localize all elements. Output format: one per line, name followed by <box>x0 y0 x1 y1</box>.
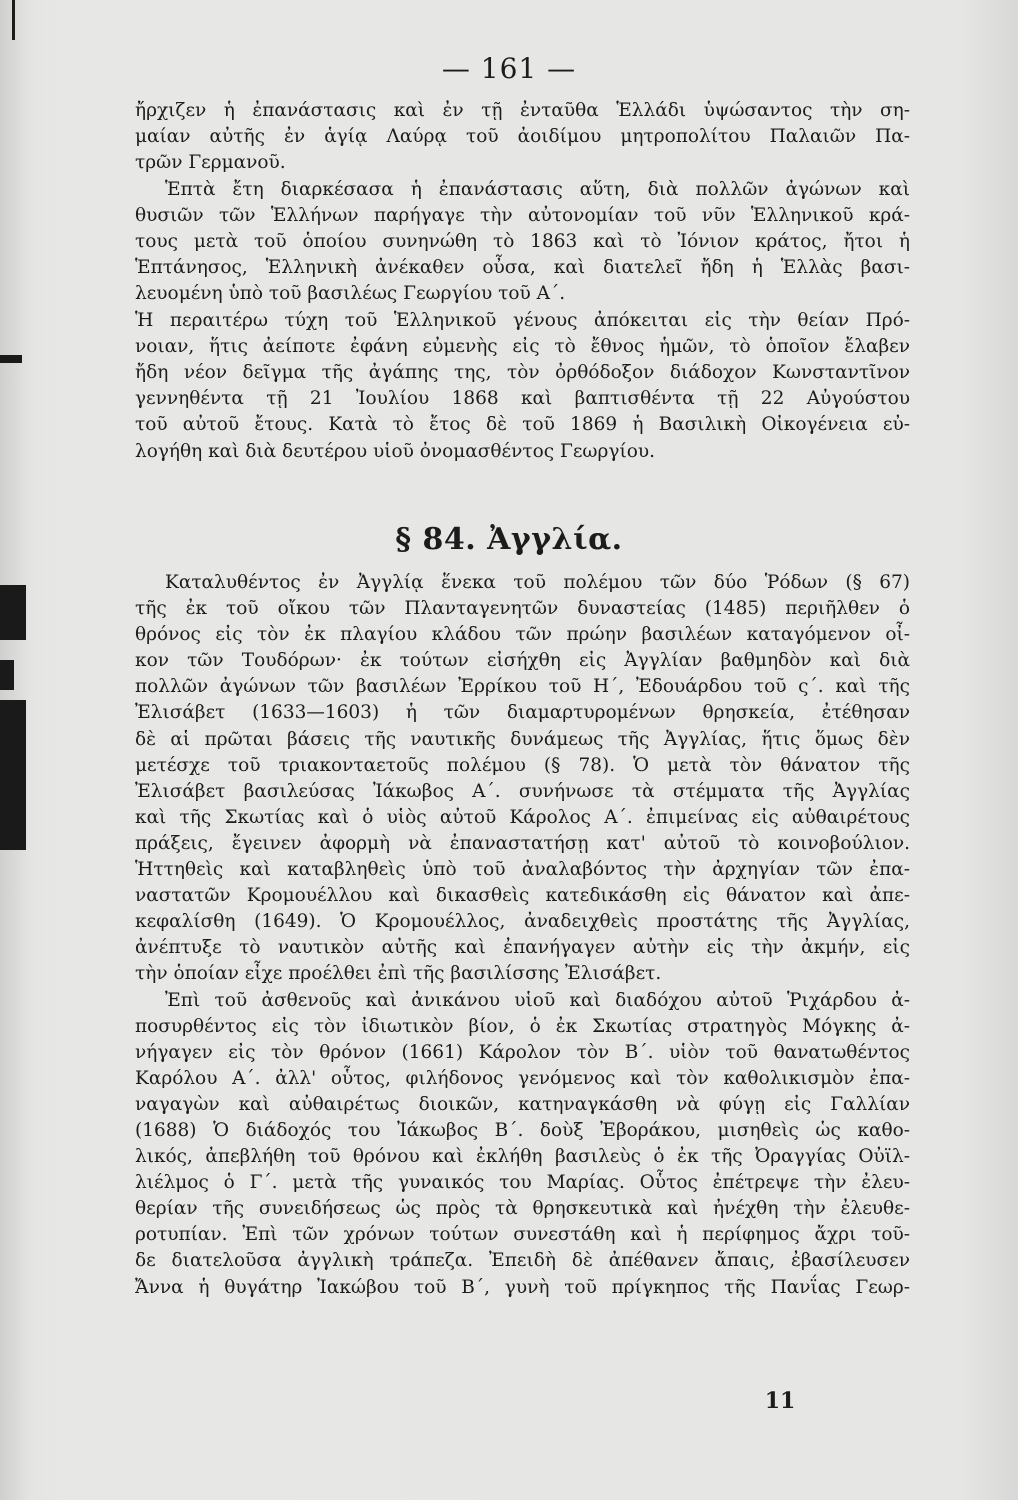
text-line: θερίαν τῆς συνειδήσεως ὡς πρὸς τὰ θρησκευτικὰ καὶ ἠνέχθη τὴν ἐλευθε- <box>135 1198 910 1220</box>
text-line: ποσυρθέντος εἰς τὸν ἰδιωτικὸν βίον, ὁ ἐκ Σκωτίας στρατηγὸς Μόγκης ἀ- <box>135 1015 910 1037</box>
text-line: Ἐπὶ τοῦ ἀσθενοῦς καὶ ἀνικάνου υἱοῦ καὶ διαδόχου αὐτοῦ Ῥιχάρδου ἀ- <box>165 989 910 1011</box>
text-line: λιέλμος ὁ Γ΄. μετὰ τῆς γυναικός του Μαρίας. Οὗτος ἐπέτρεψε τὴν ἐλευ- <box>135 1172 910 1194</box>
text-line: κον τῶν Τουδόρων· ἐκ τούτων εἰσήχθη εἰς Ἀγγλίαν βαθμηδὸν καὶ διὰ <box>135 650 910 672</box>
text-line: Ἑπτάνησος, Ἑλληνικὴ ἀνέκαθεν οὖσα, καὶ διατελεῖ ἤδη ἡ Ἑλλὰς βασι- <box>135 257 910 279</box>
text-line: (1688) Ὁ διάδοχός του Ἰάκωβος Β΄. δοὺξ Ἐβοράκου, μισηθεὶς ὡς καθο- <box>135 1119 910 1141</box>
text-line: δε διατελοῦσα ἀγγλικὴ τράπεζα. Ἐπειδὴ δὲ ἀπέθανεν ἄπαις, ἐβασίλευσεν <box>135 1250 910 1272</box>
text-line: θρόνος εἰς τὸν ἐκ πλαγίου κλάδου τῶν πρώην βασιλέων καταγόμενον οἶ- <box>135 624 910 646</box>
text-line: λικός, ἀπεβλήθη τοῦ θρόνου καὶ ἐκλήθη βασιλεὺς ὁ ἐκ τῆς Ὀραγγίας Οὐϊλ- <box>135 1146 910 1168</box>
text-line: ἤρχιζεν ἡ ἐπανάστασις καὶ ἐν τῇ ἐνταῦθα Ἑλλάδι ὑψώσαντος τὴν ση- <box>135 100 910 121</box>
text-line: νήγαγεν εἰς τὸν θρόνον (1661) Κάρολον τὸν Β΄. υἱὸν τοῦ θανατωθέντος <box>135 1041 910 1063</box>
binding-mark <box>0 585 26 640</box>
text-line: ἤδη νέον δεῖγμα τῆς ἀγάπης της, τὸν ὀρθόδοξον διάδοχον Κωνσταντῖνον <box>135 362 910 384</box>
text-line: τους μετὰ τοῦ ὁποίου συνηνώθη τὸ 1863 καὶ τὸ Ἰόνιον κράτος, ἤτοι ἡ <box>135 231 910 253</box>
text-line: Καρόλου Α΄. ἀλλ' οὗτος, φιλήδονος γενόμενος καὶ τὸν καθολικισμὸν ἐπα- <box>135 1067 910 1089</box>
page-number: — 161 — <box>441 52 577 85</box>
text-line: καὶ τῆς Σκωτίας καὶ ὁ υἱὸς αὐτοῦ Κάρολος Α΄. ἐπιμείνας εἰς αὐθαιρέτους <box>135 806 910 828</box>
text-line: λογήθη καὶ διὰ δευτέρου υἱοῦ ὀνομασθέντος Γεωργίου. <box>135 440 655 462</box>
text-line: ναστατῶν Κρομουέλλου καὶ δικασθεὶς κατεδικάσθη εἰς θάνατον καὶ ἀπε- <box>135 885 910 907</box>
text-line: λευομένη ὑπὸ τοῦ βασιλέως Γεωργίου τοῦ Α΄. <box>135 283 566 305</box>
body-text-upper <box>135 98 910 465</box>
text-line: ναγαγὼν καὶ αὐθαιρέτως διοικῶν, κατηναγκάσθη νὰ φύγῃ εἰς Γαλλίαν <box>135 1093 910 1115</box>
text-line: μετέσχε τοῦ τριακονταετοῦς πολέμου (§ 78). Ὁ μετὰ τὸν θάνατον τῆς <box>135 754 910 776</box>
text-line: τοῦ αὐτοῦ ἔτους. Κατὰ τὸ ἔτος δὲ τοῦ 1869 ἡ Βασιλικὴ Οἰκογένεια εὐ- <box>135 414 910 436</box>
text-line: δὲ αἱ πρῶται βάσεις τῆς ναυτικῆς δυνάμεως τῆς Ἀγγλίας, ἥτις ὅμως δὲν <box>135 728 910 750</box>
section-heading: § 84. Ἀγγλία. <box>395 522 623 557</box>
text-line: Ἡττηθεὶς καὶ καταβληθεὶς ὑπὸ τοῦ ἀναλαβόντος τὴν ἀρχηγίαν τῶν ἐπα- <box>135 859 910 881</box>
text-line: τὴν ὁποίαν εἶχε προέλθει ἐπὶ τῆς βασιλίσσης Ἐλισάβετ. <box>135 963 662 985</box>
text-line: ροτυπίαν. Ἐπὶ τῶν χρόνων τούτων συνεστάθη καὶ ἡ περίφημος ἄχρι τοῦ- <box>135 1224 910 1246</box>
signature-mark: 11 <box>764 1388 796 1414</box>
text-line: πολλῶν ἀγώνων τῶν βασιλέων Ἐρρίκου τοῦ Η΄, Ἐδουάρδου τοῦ ς΄. καὶ τῆς <box>135 676 910 698</box>
body-text-lower <box>135 570 910 1301</box>
text-line: τρῶν Γερμανοῦ. <box>135 152 286 174</box>
text-line: πράξεις, ἔγεινεν ἀφορμὴ νὰ ἐπαναστατήσῃ κατ' αὐτοῦ τὸ κοινοβούλιον. <box>135 832 910 854</box>
text-line: Ἑπτὰ ἔτη διαρκέσασα ἡ ἐπανάστασις αὕτη, διὰ πολλῶν ἀγώνων καὶ <box>165 178 910 200</box>
text-line: μαίαν αὐτῆς ἐν ἁγίᾳ Λαύρᾳ τοῦ ἀοιδίμου μητροπολίτου Παλαιῶν Πα- <box>135 126 910 148</box>
text-line: θυσιῶν τῶν Ἑλλήνων παρήγαγε τὴν αὐτονομίαν τοῦ νῦν Ἑλληνικοῦ κρά- <box>135 204 910 226</box>
text-line: Ἐλισάβετ (1633—1603) ἡ τῶν διαμαρτυρομένων θρησκεία, ἐτέθησαν <box>135 702 910 724</box>
text-line: τῆς ἐκ τοῦ οἴκου τῶν Πλανταγενητῶν δυναστείας (1485) περιῆλθεν ὁ <box>135 598 910 620</box>
text-line: Ἡ περαιτέρω τύχη τοῦ Ἑλληνικοῦ γένους ἀπόκειται εἰς τὴν θείαν Πρό- <box>135 309 910 331</box>
text-line: νοιαν, ἥτις ἀείποτε ἐφάνη εὐμενὴς εἰς τὸ ἔθνος ἡμῶν, τὸ ὁποῖον ἔλαβεν <box>135 335 910 357</box>
binding-mark <box>0 660 14 690</box>
text-line: Καταλυθέντος ἐν Ἀγγλίᾳ ἕνεκα τοῦ πολέμου τῶν δύο Ῥόδων (§ 67) <box>165 572 910 593</box>
binding-mark <box>12 0 15 40</box>
text-line: κεφαλίσθη (1649). Ὁ Κρομουέλλος, ἀναδειχθεὶς προστάτης τῆς Ἀγγλίας, <box>135 911 910 933</box>
text-line: ἀνέπτυξε τὸ ναυτικὸν αὐτῆς καὶ ἐπανήγαγεν αὐτὴν εἰς τὴν ἀκμήν, εἰς <box>135 937 910 959</box>
text-line: Ἐλισάβετ βασιλεύσας Ἰάκωβος Α΄. συνήνωσε τὰ στέμματα τῆς Ἀγγλίας <box>135 780 910 802</box>
binding-mark <box>0 355 22 363</box>
binding-mark <box>0 700 26 850</box>
text-line: Ἄννα ἡ θυγάτηρ Ἰακώβου τοῦ Β΄, γυνὴ τοῦ πρίγκηπος τῆς Πανΐας Γεωρ- <box>135 1276 910 1298</box>
text-line: γεννηθέντα τῇ 21 Ἰουλίου 1868 καὶ βαπτισθέντα τῇ 22 Αὐγούστου <box>135 388 910 410</box>
